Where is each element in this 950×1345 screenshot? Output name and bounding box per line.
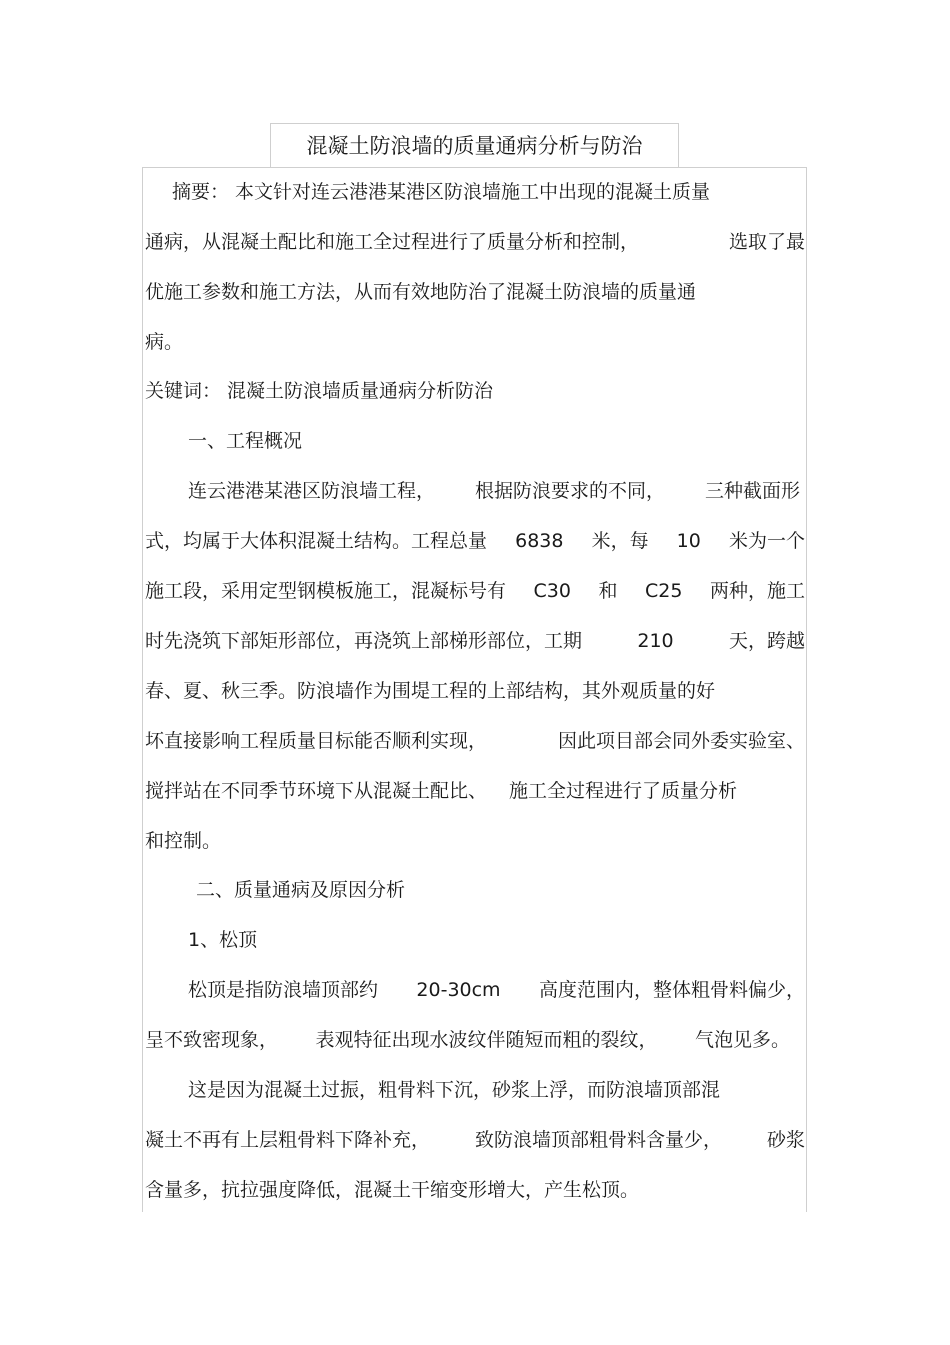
abstract-line-4: 病。 [145, 331, 184, 353]
paragraph-line: 松顶是指防浪墙顶部约 20-30cm 高度范围内，整体粗骨料偏少， [188, 979, 805, 1001]
paragraph-line: 春、夏、秋三季。防浪墙作为围堤工程的上部结构，其外观质量的好 [145, 680, 716, 702]
paragraph-line: 和控制。 [145, 830, 222, 852]
document-title: 混凝土防浪墙的质量通病分析与防治 [270, 123, 679, 167]
abstract-line-2: 通病，从混凝土配比和施工全过程进行了质量分析和控制， 选取了最 [145, 231, 805, 253]
paragraph-line: 凝土不再有上层粗骨料下降补充， 致防浪墙顶部粗骨料含量少， 砂浆 [145, 1129, 805, 1151]
section-heading-2: 二、质量通病及原因分析 [196, 879, 406, 901]
paragraph-line: 连云港港某港区防浪墙工程， 根据防浪要求的不同， 三种截面形 [188, 480, 800, 502]
paragraph-line: 含量多，抗拉强度降低，混凝土干缩变形增大，产生松顶。 [145, 1179, 640, 1201]
paragraph-line: 坏直接影响工程质量目标能否顺利实现， 因此项目部会同外委实验室、 [145, 730, 805, 752]
paragraph-line: 施工段，采用定型钢模板施工，混凝标号有 C30 和 C25 两种，施工 [145, 580, 805, 602]
paragraph-line: 呈不致密现象， 表观特征出现水波纹伴随短而粗的裂纹， 气泡见多。 [145, 1029, 790, 1051]
paragraph-line: 搅拌站在不同季节环境下从混凝土配比、 施工全过程进行了质量分析 [145, 780, 738, 802]
paragraph-line: 式，均属于大体积混凝土结构。工程总量 6838 米，每 10 米为一个 [145, 530, 805, 552]
paragraph-line: 时先浇筑下部矩形部位，再浇筑上部梯形部位，工期 210 天，跨越 [145, 630, 805, 652]
keywords: 关键词： 混凝土防浪墙质量通病分析防治 [145, 380, 494, 402]
abstract-line-3: 优施工参数和施工方法，从而有效地防治了混凝土防浪墙的质量通 [145, 281, 697, 303]
subsection-heading: 1、松顶 [188, 929, 258, 951]
abstract-line-1: 摘要： 本文针对连云港港某港区防浪墙施工中出现的混凝土质量 [172, 181, 711, 203]
paragraph-line: 这是因为混凝土过振，粗骨料下沉，砂浆上浮，而防浪墙顶部混 [188, 1079, 721, 1101]
section-heading-1: 一、工程概况 [188, 430, 303, 452]
